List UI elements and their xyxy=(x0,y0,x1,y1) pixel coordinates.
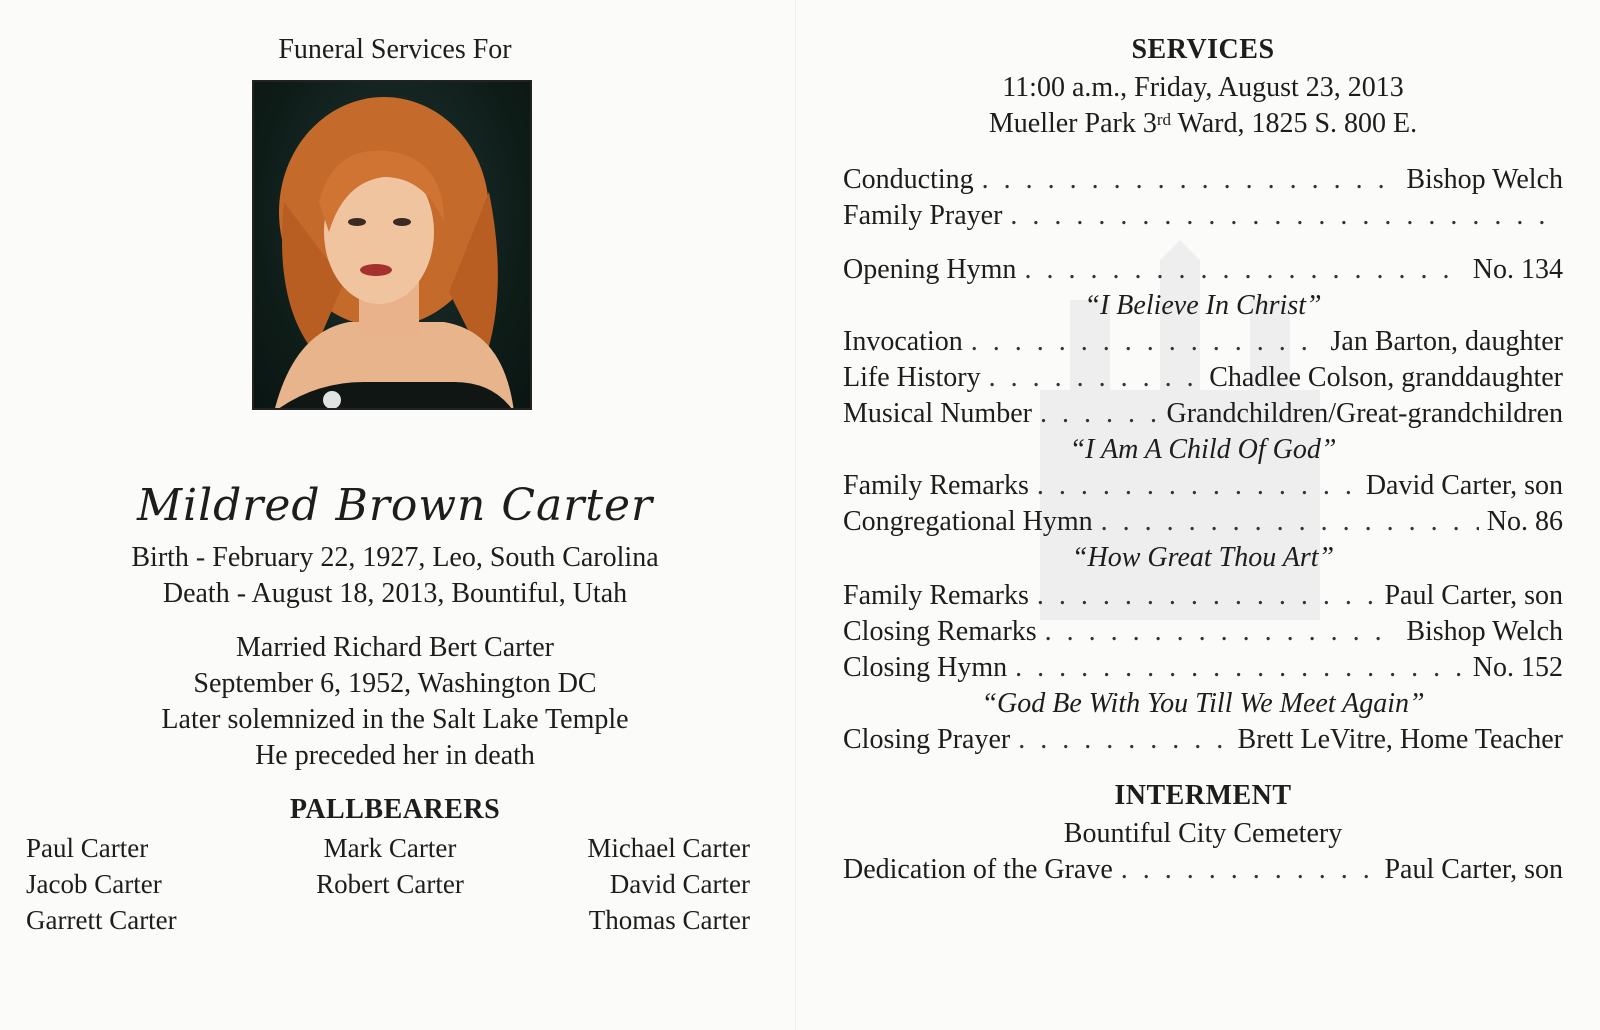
death-line: Death - August 18, 2013, Bountiful, Utah xyxy=(162,578,628,609)
program-value: Jan Barton, daughter xyxy=(1330,326,1563,357)
program-row xyxy=(843,650,1563,686)
program-row xyxy=(843,198,1563,234)
services-heading: SERVICES xyxy=(1131,34,1275,65)
program-value: Paul Carter, son xyxy=(1384,854,1563,885)
program-label: Musical Number xyxy=(843,398,1032,429)
program-value: Chadlee Colson, granddaughter xyxy=(1209,362,1563,393)
program-label: Family Prayer xyxy=(843,200,1003,231)
married-line-4: He preceded her in death xyxy=(255,740,535,771)
program-value: Bishop Welch xyxy=(1406,616,1563,647)
married-line-2: September 6, 1952, Washington DC xyxy=(193,668,597,699)
program-row xyxy=(843,162,1563,198)
program-label: Closing Hymn xyxy=(843,652,1008,683)
program-label: Closing Prayer xyxy=(843,724,1011,755)
hymn-title: “I Am A Child Of God” xyxy=(1069,434,1337,465)
program-value: Paul Carter, son xyxy=(1384,580,1563,611)
pallbearer-name: Garrett Carter xyxy=(26,905,177,935)
program-row xyxy=(843,252,1563,288)
program-row xyxy=(843,578,1563,614)
pallbearer-name: David Carter xyxy=(609,869,750,899)
program-label: Family Remarks xyxy=(843,580,1029,611)
deceased-name: Mildred Brown Carter xyxy=(136,480,654,531)
portrait-photo xyxy=(252,80,532,410)
program-value: Brett LeVitre, Home Teacher xyxy=(1237,724,1563,755)
married-line-3: Later solemnized in the Salt Lake Temple xyxy=(161,704,629,735)
program-label: Opening Hymn xyxy=(843,254,1017,285)
program-label: Life History xyxy=(843,362,981,393)
cemetery-name: Bountiful City Cemetery xyxy=(1063,818,1343,849)
program-label: Closing Remarks xyxy=(843,616,1037,647)
header-text: Funeral Services For xyxy=(278,34,512,65)
page-fold xyxy=(795,0,796,1030)
program-row xyxy=(843,722,1563,758)
pallbearer-name: Jacob Carter xyxy=(26,869,162,899)
pallbearer-name: Mark Carter xyxy=(323,833,457,863)
dedication-row xyxy=(843,852,1563,888)
interment-heading: INTERMENT xyxy=(1114,780,1292,811)
program-row xyxy=(843,468,1563,504)
program-row xyxy=(843,614,1563,650)
pallbearers-column-2 xyxy=(290,830,490,902)
program-value: Grandchildren/Great-grandchildren xyxy=(1166,398,1563,429)
hymn-title: “How Great Thou Art” xyxy=(1071,542,1335,573)
program-value: No. 86 xyxy=(1486,506,1563,537)
pallbearers-heading: PALLBEARERS xyxy=(289,794,501,825)
pallbearer-name: Robert Carter xyxy=(316,869,464,899)
married-line-1: Married Richard Bert Carter xyxy=(236,632,554,663)
program-label: Dedication of the Grave xyxy=(843,854,1113,885)
program-row xyxy=(843,396,1563,432)
program-value: No. 134 xyxy=(1472,254,1563,285)
hymn-title: “God Be With You Till We Meet Again” xyxy=(981,688,1425,719)
program-row xyxy=(843,504,1563,540)
program-row xyxy=(843,360,1563,396)
program-label: Invocation xyxy=(843,326,963,357)
program-label: Family Remarks xyxy=(843,470,1029,501)
service-time: 11:00 a.m., Friday, August 23, 2013 xyxy=(1002,72,1404,103)
program-value: No. 152 xyxy=(1472,652,1563,683)
service-location: Mueller Park 3rd Ward, 1825 S. 800 E. xyxy=(988,108,1418,139)
pallbearer-name: Thomas Carter xyxy=(588,905,750,935)
program-value: David Carter, son xyxy=(1365,470,1563,501)
left-panel xyxy=(0,0,790,1030)
pallbearer-name: Paul Carter xyxy=(26,833,149,863)
pallbearers-column-3 xyxy=(540,830,750,938)
program-value: Bishop Welch xyxy=(1406,164,1563,195)
birth-line: Birth - February 22, 1927, Leo, South Carolina xyxy=(131,542,659,573)
hymn-title: “I Believe In Christ” xyxy=(1084,290,1322,321)
pallbearers-column-1 xyxy=(26,830,177,938)
program-row xyxy=(843,324,1563,360)
program-label: Congregational Hymn xyxy=(843,506,1093,537)
pallbearer-name: Michael Carter xyxy=(587,833,750,863)
program-label: Conducting xyxy=(843,164,974,195)
